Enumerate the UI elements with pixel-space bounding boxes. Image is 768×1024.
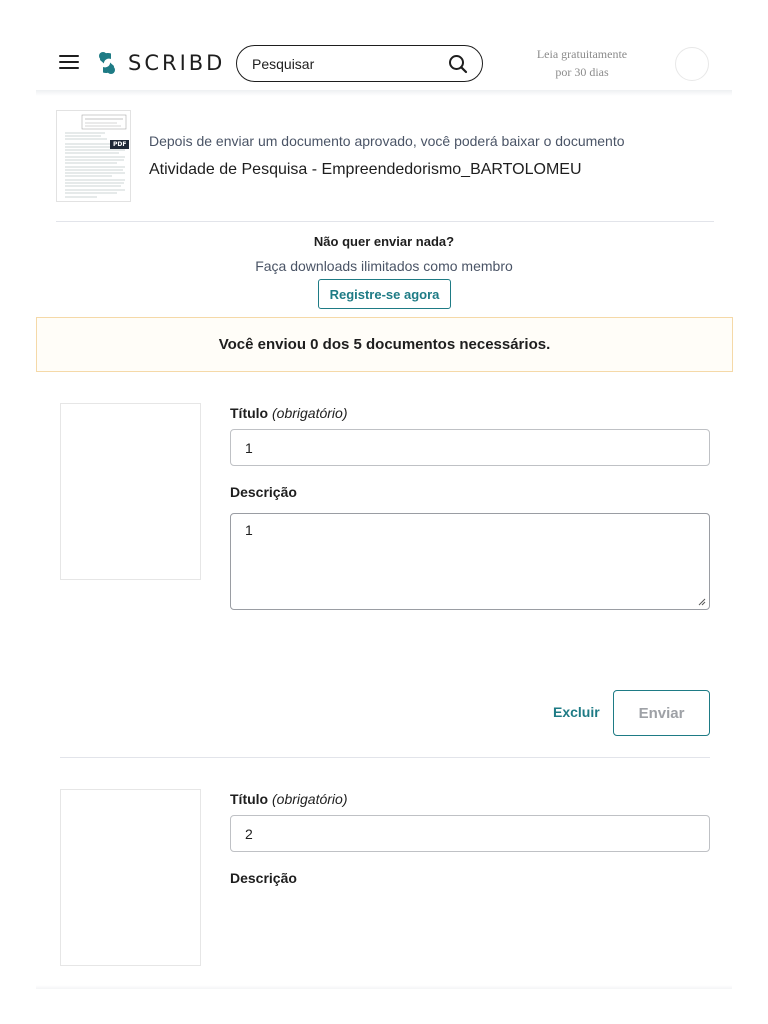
document-preview-image <box>57 111 131 202</box>
trial-line-1: Leia gratuitamente <box>536 47 628 61</box>
title-label-1 <box>230 405 347 421</box>
pdf-badge: PDF <box>110 140 129 149</box>
title-label-text: Título <box>230 405 269 421</box>
send-button[interactable]: Enviar <box>613 690 710 736</box>
trial-line-2: por 30 dias <box>555 65 609 79</box>
top-header <box>0 0 768 92</box>
delete-link[interactable]: Excluir <box>553 704 600 720</box>
user-avatar[interactable] <box>675 47 709 81</box>
free-trial-link[interactable] <box>516 45 648 81</box>
scribd-logo-icon <box>96 50 118 76</box>
header-shadow <box>36 90 732 96</box>
document-download-info: Depois de enviar um documento aprovado, você poderá baixar o documento <box>149 133 625 149</box>
hamburger-menu-icon[interactable] <box>59 55 79 70</box>
upload-progress-notice <box>36 317 733 372</box>
title-label-text: Título <box>230 791 269 807</box>
search-box[interactable] <box>236 45 483 82</box>
description-textarea-1[interactable] <box>230 513 710 610</box>
bottom-shadow <box>36 985 732 989</box>
title-required-hint: (obrigatório) <box>272 791 348 807</box>
register-button[interactable]: Registre-se agora <box>318 279 451 309</box>
upload-thumbnail-1 <box>60 403 201 580</box>
document-thumbnail <box>56 110 131 202</box>
title-input-2[interactable] <box>230 815 710 852</box>
title-input-1[interactable] <box>230 429 710 466</box>
logo-text: SCRIBD <box>128 51 226 75</box>
description-label-1: Descrição <box>230 484 297 500</box>
section-divider <box>56 221 714 222</box>
upload-progress-text: Você enviou 0 dos 5 documentos necessários. <box>218 336 551 353</box>
resize-handle-icon[interactable] <box>698 598 706 606</box>
cta-subtext: Faça downloads ilimitados como membro <box>255 258 513 274</box>
description-label-2: Descrição <box>230 870 297 886</box>
search-input[interactable] <box>252 56 442 72</box>
document-title: Atividade de Pesquisa - Empreendedorismo_BARTOLOMEU <box>149 161 582 178</box>
upload-divider <box>60 757 710 758</box>
cta-heading: Não quer enviar nada? <box>313 234 455 249</box>
scribd-logo[interactable] <box>96 50 225 76</box>
search-icon[interactable] <box>448 54 468 74</box>
upload-thumbnail-2 <box>60 789 201 966</box>
title-label-2 <box>230 791 347 807</box>
title-required-hint: (obrigatório) <box>272 405 348 421</box>
